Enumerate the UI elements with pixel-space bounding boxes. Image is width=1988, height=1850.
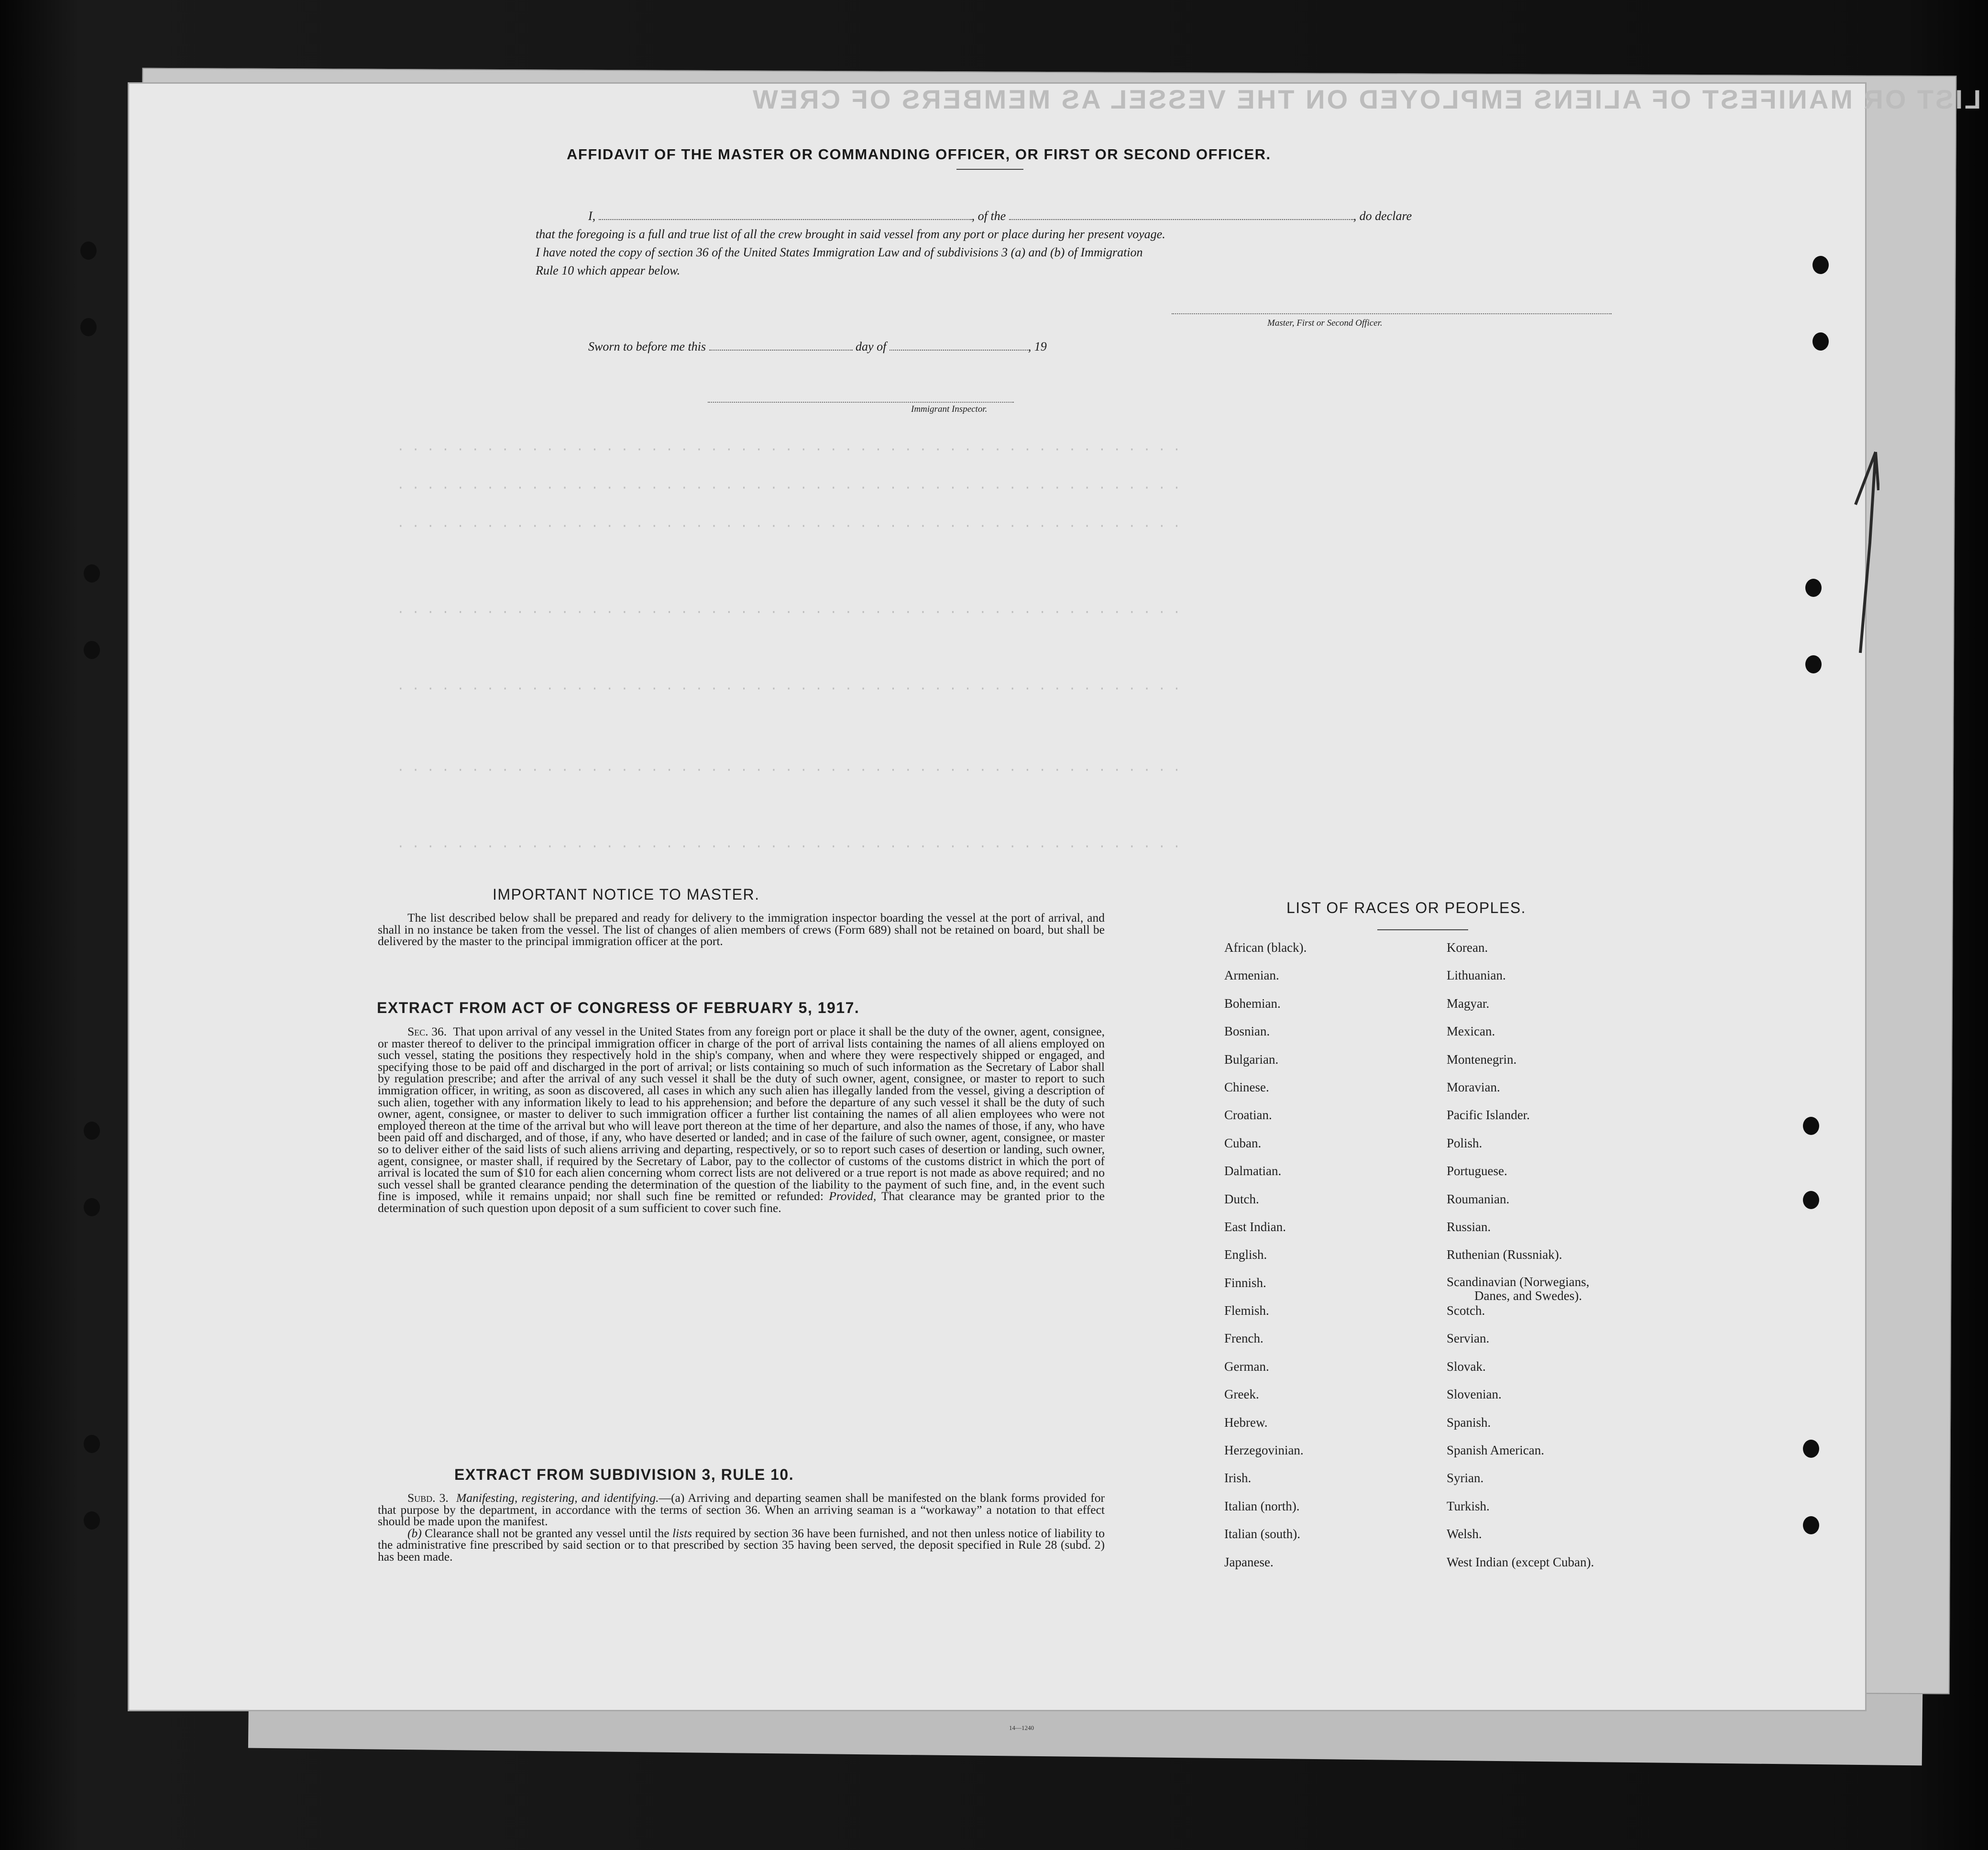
punch-hole <box>84 1511 100 1530</box>
race-item: Japanese. <box>1224 1554 1274 1569</box>
provided-label: Provided, <box>829 1189 877 1203</box>
punch-hole <box>84 564 100 583</box>
race-item: Russian. <box>1447 1219 1491 1234</box>
race-item: Italian (north). <box>1224 1498 1300 1513</box>
bleed-through-row: · · · · · · · · · · · · · · · · · · · · · · · · · · · · · · · · · · · · · · · · · · · · · · · · · · · · · <box>397 481 1181 495</box>
race-item: English. <box>1224 1247 1267 1262</box>
race-item: Dalmatian. <box>1224 1164 1282 1178</box>
sec-label: Sec. 36. <box>407 1024 447 1038</box>
races-right-column <box>1447 940 1714 1582</box>
sworn-month-field[interactable] <box>890 340 1028 351</box>
i-label: I, <box>588 209 596 223</box>
officer-name-field[interactable] <box>599 209 972 220</box>
punch-hole <box>1812 332 1829 351</box>
race-item: Cuban. <box>1224 1135 1262 1150</box>
punch-hole <box>1803 1516 1819 1534</box>
a-label: (a) <box>671 1491 685 1505</box>
race-item: Bosnian. <box>1224 1024 1270 1039</box>
bleed-through-row: · · · · · · · · · · · · · · · · · · · · · · · · · · · · · · · · · · · · · · · · · · · · · · · · · · · · · <box>397 839 1181 854</box>
race-item: Turkish. <box>1447 1498 1490 1513</box>
race-item: Slovenian. <box>1447 1387 1502 1402</box>
punch-hole <box>1805 579 1822 597</box>
race-item: Dutch. <box>1224 1191 1259 1206</box>
race-item: Finnish. <box>1224 1275 1266 1290</box>
punch-hole <box>84 1122 100 1140</box>
notice-text-block <box>378 912 1105 947</box>
rule-b-text-2: required by section 36 have been furnished, and not then unless notice of liability to the administrative fine prescribed by said section or to that prescribed by section 35 having been served, the deposit specified in Rule 28 (subd. 2) has been made. <box>378 1526 1105 1564</box>
race-item: German. <box>1224 1359 1269 1374</box>
punch-hole <box>1803 1440 1819 1458</box>
affidavit-title: AFFIDAVIT OF THE MASTER OR COMMANDING OFFICER, OR FIRST OR SECOND OFFICER. <box>567 146 1271 163</box>
form-number: 14—1240 <box>1009 1724 1034 1731</box>
race-item: East Indian. <box>1224 1219 1286 1234</box>
race-item: African (black). <box>1224 940 1307 955</box>
race-item: Pacific Islander. <box>1447 1108 1530 1123</box>
inspector-signature-line[interactable] <box>708 402 1014 403</box>
notice-text: The list described below shall be prepared and ready for delivery to the immigration inspector boarding the vessel at the port of arrival, and shall in no instance be taken from the vessel. The list of changes of alien members of crews (Form 689) shall not be retained on board, but shall be delivered by the master to the principal immigration officer at the port. <box>378 911 1105 948</box>
race-item: Croatian. <box>1224 1108 1272 1123</box>
rule-b-lists: lists <box>672 1526 692 1540</box>
race-item: Greek. <box>1224 1387 1259 1402</box>
race-item: Servian. <box>1447 1331 1490 1346</box>
race-item: Montenegrin. <box>1447 1052 1517 1067</box>
race-item: Flemish. <box>1224 1303 1269 1318</box>
affidavit-line-2: that the foregoing is a full and true list of all the crew brought in said vessel from any port or place during her present voyage. <box>536 227 1165 241</box>
race-item: Portuguese. <box>1447 1164 1507 1178</box>
bleed-through-row: · · · · · · · · · · · · · · · · · · · · · · · · · · · · · · · · · · · · · · · · · · · · · · · · · · · · · <box>397 519 1181 533</box>
title-rule <box>956 169 1023 170</box>
races-title: LIST OF RACES OR PEOPLES. <box>1286 899 1527 916</box>
bleed-through-heading: LIST OR MANIFEST OF ALIENS EMPLOYED ON THE VESSEL AS MEMBERS OF CREW <box>751 84 1981 114</box>
b-label: (b) <box>407 1526 422 1540</box>
ink-arrow-mark <box>1851 447 1879 658</box>
race-item: Hebrew. <box>1224 1415 1268 1430</box>
race-item: Irish. <box>1224 1471 1252 1486</box>
subd-heading: Manifesting, registering, and identifying. <box>456 1491 659 1505</box>
of-the-label: , of the <box>971 209 1006 223</box>
race-item: Mexican. <box>1447 1024 1495 1039</box>
punch-hole <box>80 318 97 336</box>
bleed-through-row: · · · · · · · · · · · · · · · · · · · · · · · · · · · · · · · · · · · · · · · · · · · · · · · · · · · · · <box>397 442 1181 457</box>
race-item: Bohemian. <box>1224 996 1281 1011</box>
race-item: Scandinavian (Norwegians, <box>1447 1274 1590 1289</box>
race-item: Italian (south). <box>1224 1527 1300 1542</box>
race-item: Herzegovinian. <box>1224 1443 1304 1458</box>
rule-b-text-1: Clearance shall not be granted any vessel until the <box>425 1526 670 1540</box>
extract-act-title: EXTRACT FROM ACT OF CONGRESS OF FEBRUARY 5, 1917. <box>377 999 860 1016</box>
document-page <box>129 84 1981 1731</box>
punch-hole <box>1812 256 1829 274</box>
race-item: Bulgarian. <box>1224 1052 1279 1067</box>
affidavit-declaration-line <box>588 209 1412 223</box>
vessel-name-field[interactable] <box>1009 209 1353 220</box>
affidavit-line-4: Rule 10 which appear below. <box>536 264 681 277</box>
subd-label: Subd. 3. <box>407 1491 449 1505</box>
race-item: Scotch. <box>1447 1303 1485 1318</box>
race-item: French. <box>1224 1331 1263 1346</box>
race-item: Magyar. <box>1447 996 1490 1011</box>
section-36-block <box>378 1026 1105 1214</box>
year-label: , 19 <box>1028 340 1047 353</box>
race-item: Spanish American. <box>1447 1443 1544 1458</box>
race-item: Armenian. <box>1224 968 1279 983</box>
race-item: Moravian. <box>1447 1079 1500 1094</box>
punch-hole <box>84 641 100 659</box>
race-item-continuation: Danes, and Swedes). <box>1474 1288 1582 1303</box>
affidavit-line-3: I have noted the copy of section 36 of the United States Immigration Law and of subdivisions 3 (a) and (b) of Immigration <box>536 245 1143 259</box>
bleed-through-row: · · · · · · · · · · · · · · · · · · · · · · · · · · · · · · · · · · · · · · · · · · · · · · · · · · · · · <box>397 605 1181 619</box>
race-item: Roumanian. <box>1447 1191 1510 1206</box>
race-item: West Indian (except Cuban). <box>1447 1554 1594 1569</box>
race-item: Syrian. <box>1447 1471 1484 1486</box>
sworn-day-field[interactable] <box>709 340 853 351</box>
bleed-through-row: · · · · · · · · · · · · · · · · · · · · · · · · · · · · · · · · · · · · · · · · · · · · · · · · · · · · · <box>397 682 1181 696</box>
race-item: Spanish. <box>1447 1415 1491 1430</box>
punch-hole <box>1803 1191 1819 1209</box>
master-signature-line[interactable] <box>1172 313 1612 314</box>
race-item-scandinavian <box>1447 1275 1714 1303</box>
rule-10-block: Subd. 3. Manifesting, registering, and identifying.—(a) Arriving and departing seamen shall be manifested on the blank forms provided for that purpose by the department, in accordance with the terms of section 36. When an arriving seaman is a “workaway” a notation to that effect should be made upon the manifest. (b) Clearance shall not be granted any vessel until the lists required by section 36 have been furnished, and not then unless notice of liability to the administrative fine prescribed by said section or to that prescribed by section 35 having been served, the deposit specified in Rule 28 (subd. 2) has been made. <box>378 1491 1105 1564</box>
punch-hole <box>80 242 97 260</box>
notice-title: IMPORTANT NOTICE TO MASTER. <box>493 886 760 903</box>
race-item: Slovak. <box>1447 1359 1486 1374</box>
bleed-through-row: · · · · · · · · · · · · · · · · · · · · · · · · · · · · · · · · · · · · · · · · · · · · · · · · · · · · · <box>397 763 1181 777</box>
races-rule <box>1377 929 1468 930</box>
punch-hole <box>84 1435 100 1453</box>
race-item: Welsh. <box>1447 1527 1482 1542</box>
punch-hole <box>1805 655 1822 673</box>
punch-hole <box>1803 1117 1819 1135</box>
punch-hole <box>84 1198 100 1216</box>
race-item: Chinese. <box>1224 1079 1269 1094</box>
master-signature-caption: Master, First or Second Officer. <box>1267 318 1383 328</box>
inspector-signature-caption: Immigrant Inspector. <box>911 404 988 414</box>
race-item: Ruthenian (Russniak). <box>1447 1247 1562 1262</box>
race-item: Lithuanian. <box>1447 968 1506 983</box>
day-of-label: day of <box>856 340 887 353</box>
rule-a-text: Arriving and departing seamen shall be manifested on the blank forms provided for that purpose by the department, in accordance with the terms of section 36. When an arriving seaman is a “workaway” a notation to that effect should be made upon the manifest. <box>378 1491 1105 1529</box>
race-item: Polish. <box>1447 1135 1483 1150</box>
section-36-text: That upon arrival of any vessel in the United States from any foreign port or place it shall be the duty of the owner, agent, consignee, or master thereof to deliver to the principal immigration officer in charge of the port of arrival lists containing the names of all aliens employed on such vessel, stating the positions they respectively hold in the ship's company, when and where they were respectively shipped or engaged, and specifying those to be paid off and discharged in the port of arrival; or lists containing so much of such information as the Secretary of Labor shall by regulation prescribe; and after the arrival of any such vessel it shall be the duty of such owner, agent, consignee, or master to report to such immigration officer, in writing, as soon as discovered, all cases in which any such alien has illegally landed from the vessel, giving a description of such alien, together with any information likely to lead to his apprehension; and before the departure of any such vessel it shall be the duty of such owner, agent, consignee, or master to deliver to such immigration officer a further list containing the names of all alien employees who were not employed thereon at the time of the arrival but who will leave port thereon at the time of her departure, and also the names of those, if any, who have been paid off and discharged, and of those, if any, who have deserted or landed; and in case of the failure of such owner, agent, consignee, or master so to deliver either of the said lists of such aliens arriving and departing, respectively, or so to report such cases of desertion or landing, such owner, agent, consignee, or master shall, if required by the Secretary of Labor, pay to the collector of customs of the customs district in which the port of arrival is located the sum of $10 for each alien concerning whom correct lists are not delivered or a true report is not made as above required; and no such vessel shall be granted clearance pending the determination of the question of the liability to the payment of such fine, and, in the event such fine is imposed, while it remains unpaid; nor shall such fine be remitted or refunded: <box>378 1024 1105 1203</box>
sworn-label: Sworn to before me this <box>588 340 706 353</box>
sworn-line <box>588 340 1047 354</box>
extract-rule-title: EXTRACT FROM SUBDIVISION 3, RULE 10. <box>454 1466 794 1483</box>
race-item: Korean. <box>1447 940 1488 955</box>
do-declare-label: , do declare <box>1353 209 1412 223</box>
section-36-text-end: That clearance may be granted prior to the determination of such question upon deposit of a sum sufficient to cover such fine. <box>378 1189 1105 1215</box>
